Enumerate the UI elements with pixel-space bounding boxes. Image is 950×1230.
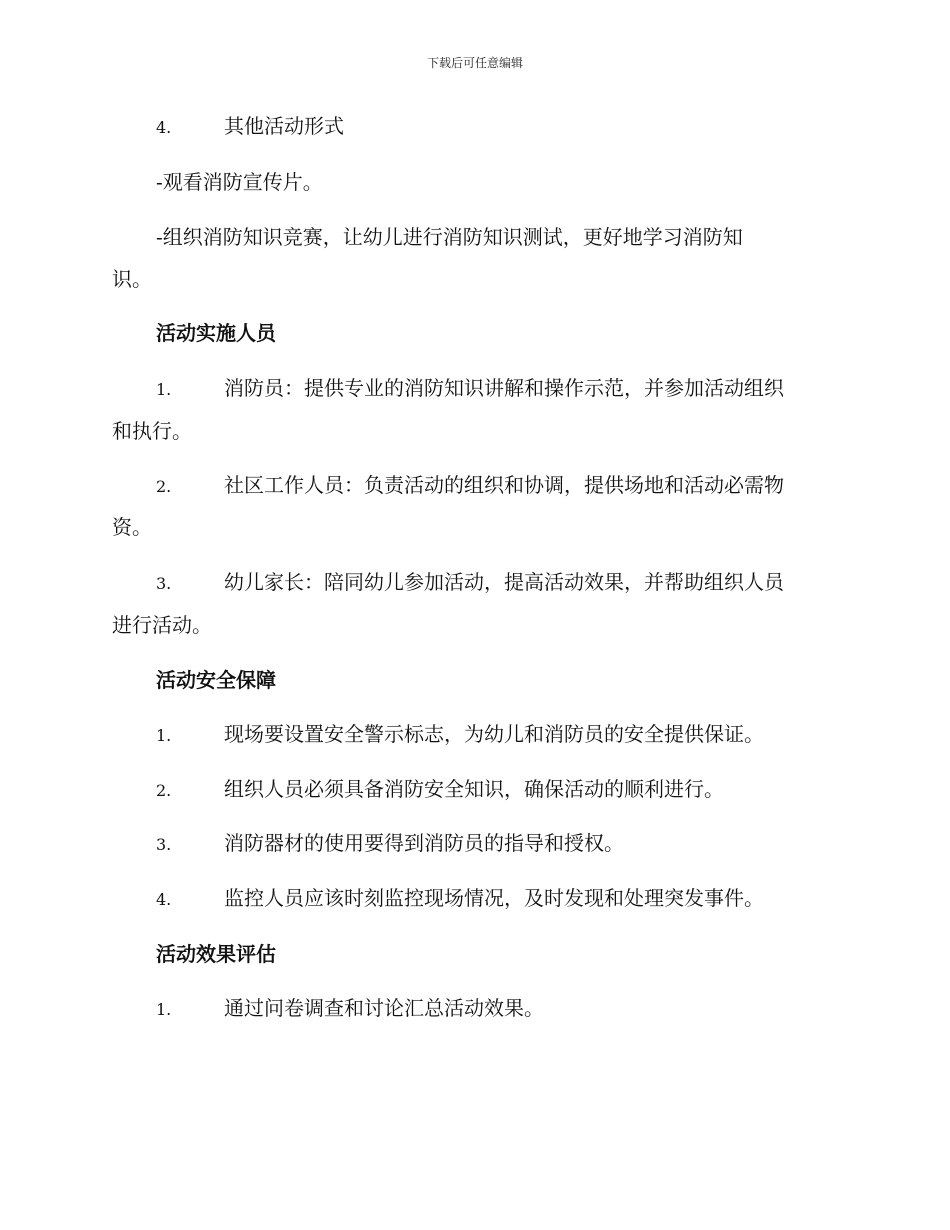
section-heading: 活动安全保障 <box>156 668 276 692</box>
list-item-continuation: 进行活动。 <box>112 613 212 637</box>
section-heading: 活动效果评估 <box>156 942 276 966</box>
list-item-continuation: 资。 <box>112 515 152 539</box>
section-heading: 活动实施人员 <box>156 321 276 345</box>
list-number: 1. <box>156 380 172 399</box>
bullet-item: -组织消防知识竞赛，让幼儿进行消防知识测试，更好地学习消防知 <box>156 225 743 249</box>
list-item-text: 社区工作人员：负责活动的组织和协调，提供场地和活动必需物 <box>224 473 784 497</box>
list-number: 3. <box>156 574 172 593</box>
list-item-text: 通过问卷调查和讨论汇总活动效果。 <box>224 996 544 1020</box>
list-item-title: 其他活动形式 <box>224 114 344 138</box>
page-header-note: 下载后可任意编辑 <box>426 56 523 70</box>
list-item-continuation: 和执行。 <box>112 419 192 443</box>
list-item-text: 消防员：提供专业的消防知识讲解和操作示范，并参加活动组织 <box>224 376 784 400</box>
list-number: 1. <box>156 1000 172 1019</box>
bullet-item: -观看消防宣传片。 <box>156 170 323 194</box>
list-item-text: 幼儿家长：陪同幼儿参加活动，提高活动效果，并帮助组织人员 <box>224 570 784 594</box>
list-number: 4. <box>156 890 172 909</box>
bullet-item-continuation: 识。 <box>112 267 152 291</box>
list-item-text: 现场要设置安全警示标志，为幼儿和消防员的安全提供保证。 <box>224 722 764 746</box>
list-number: 4. <box>156 118 172 137</box>
list-item-text: 组织人员必须具备消防安全知识，确保活动的顺利进行。 <box>224 777 724 801</box>
list-number: 2. <box>156 781 172 800</box>
list-item-text: 监控人员应该时刻监控现场情况，及时发现和处理突发事件。 <box>224 886 764 910</box>
list-number: 3. <box>156 835 172 854</box>
list-item-text: 消防器材的使用要得到消防员的指导和授权。 <box>224 831 624 855</box>
list-number: 2. <box>156 477 172 496</box>
list-number: 1. <box>156 726 172 745</box>
